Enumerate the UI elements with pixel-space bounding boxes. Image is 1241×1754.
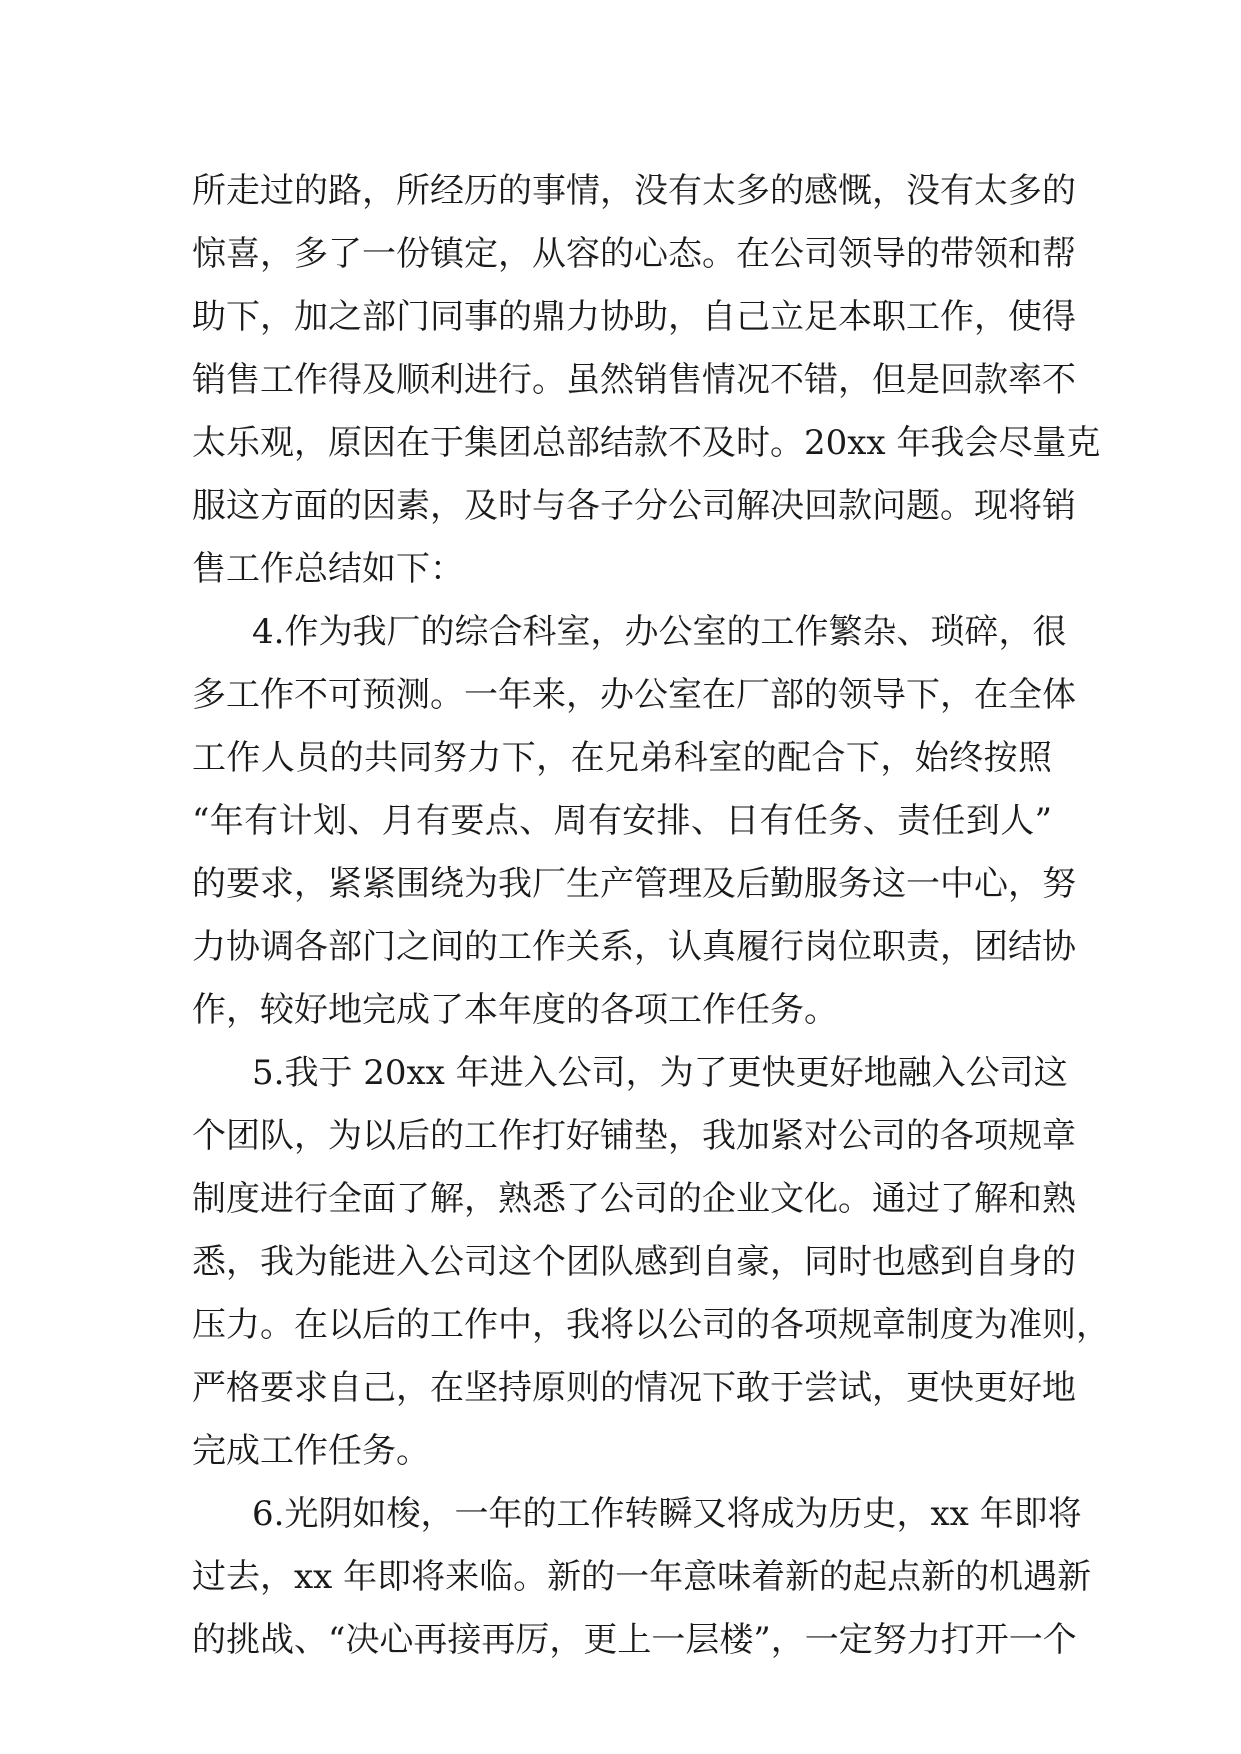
text-line: 作，较好地完成了本年度的各项工作任务。 bbox=[192, 990, 838, 1030]
text-line: 力协调各部门之间的工作关系，认真履行岗位职责，团结协 bbox=[192, 927, 1076, 967]
text-line: 4.作为我厂的综合科室，办公室的工作繁杂、琐碎，很 bbox=[252, 612, 1067, 652]
text-line: 严格要求自己，在坚持原则的情况下敢于尝试，更快更好地 bbox=[192, 1368, 1076, 1408]
paragraph-item-6 bbox=[192, 1483, 1092, 1672]
paragraph-item-5 bbox=[192, 1042, 1110, 1483]
text-line: 太乐观，原因在于集团总部结款不及时。20xx 年我会尽量克 bbox=[192, 423, 1101, 463]
text-line: 服这方面的因素，及时与各子分公司解决回款问题。现将销 bbox=[192, 486, 1076, 526]
text-line: 销售工作得及顺利进行。虽然销售情况不错，但是回款率不 bbox=[192, 360, 1076, 400]
paragraph-item-4 bbox=[192, 601, 1076, 1042]
text-line: 过去，xx 年即将来临。新的一年意味着新的起点新的机遇新 bbox=[192, 1557, 1092, 1597]
text-line: 个团队，为以后的工作打好铺垫，我加紧对公司的各项规章 bbox=[192, 1116, 1076, 1156]
text-line: 售工作总结如下： bbox=[192, 549, 464, 589]
text-line: 悉，我为能进入公司这个团队感到自豪，同时也感到自身的 bbox=[192, 1242, 1076, 1282]
document-body bbox=[192, 160, 1110, 1672]
text-line: 完成工作任务。 bbox=[192, 1431, 430, 1471]
text-line: 的挑战、“决心再接再厉，更上一层楼”，一定努力打开一个 bbox=[192, 1620, 1077, 1660]
text-line: 多工作不可预测。一年来，办公室在厂部的领导下，在全体 bbox=[192, 675, 1076, 715]
text-line: 所走过的路，所经历的事情，没有太多的感慨，没有太多的 bbox=[192, 171, 1076, 211]
text-line: 制度进行全面了解，熟悉了公司的企业文化。通过了解和熟 bbox=[192, 1179, 1076, 1219]
text-line: 的要求，紧紧围绕为我厂生产管理及后勤服务这一中心，努 bbox=[192, 864, 1076, 904]
paragraph-intro bbox=[192, 160, 1101, 601]
text-line: 工作人员的共同努力下，在兄弟科室的配合下，始终按照 bbox=[192, 738, 1052, 778]
text-line: 压力。在以后的工作中，我将以公司的各项规章制度为准则， bbox=[192, 1305, 1110, 1345]
text-line: 助下，加之部门同事的鼎力协助，自己立足本职工作，使得 bbox=[192, 297, 1076, 337]
text-line: 6.光阴如梭，一年的工作转瞬又将成为历史，xx 年即将 bbox=[252, 1494, 1082, 1534]
text-line: 5.我于 20xx 年进入公司，为了更快更好地融入公司这 bbox=[252, 1053, 1068, 1093]
text-line: 惊喜，多了一份镇定，从容的心态。在公司领导的带领和帮 bbox=[192, 234, 1076, 274]
text-line: “年有计划、月有要点、周有安排、日有任务、责任到人” bbox=[192, 801, 1052, 841]
